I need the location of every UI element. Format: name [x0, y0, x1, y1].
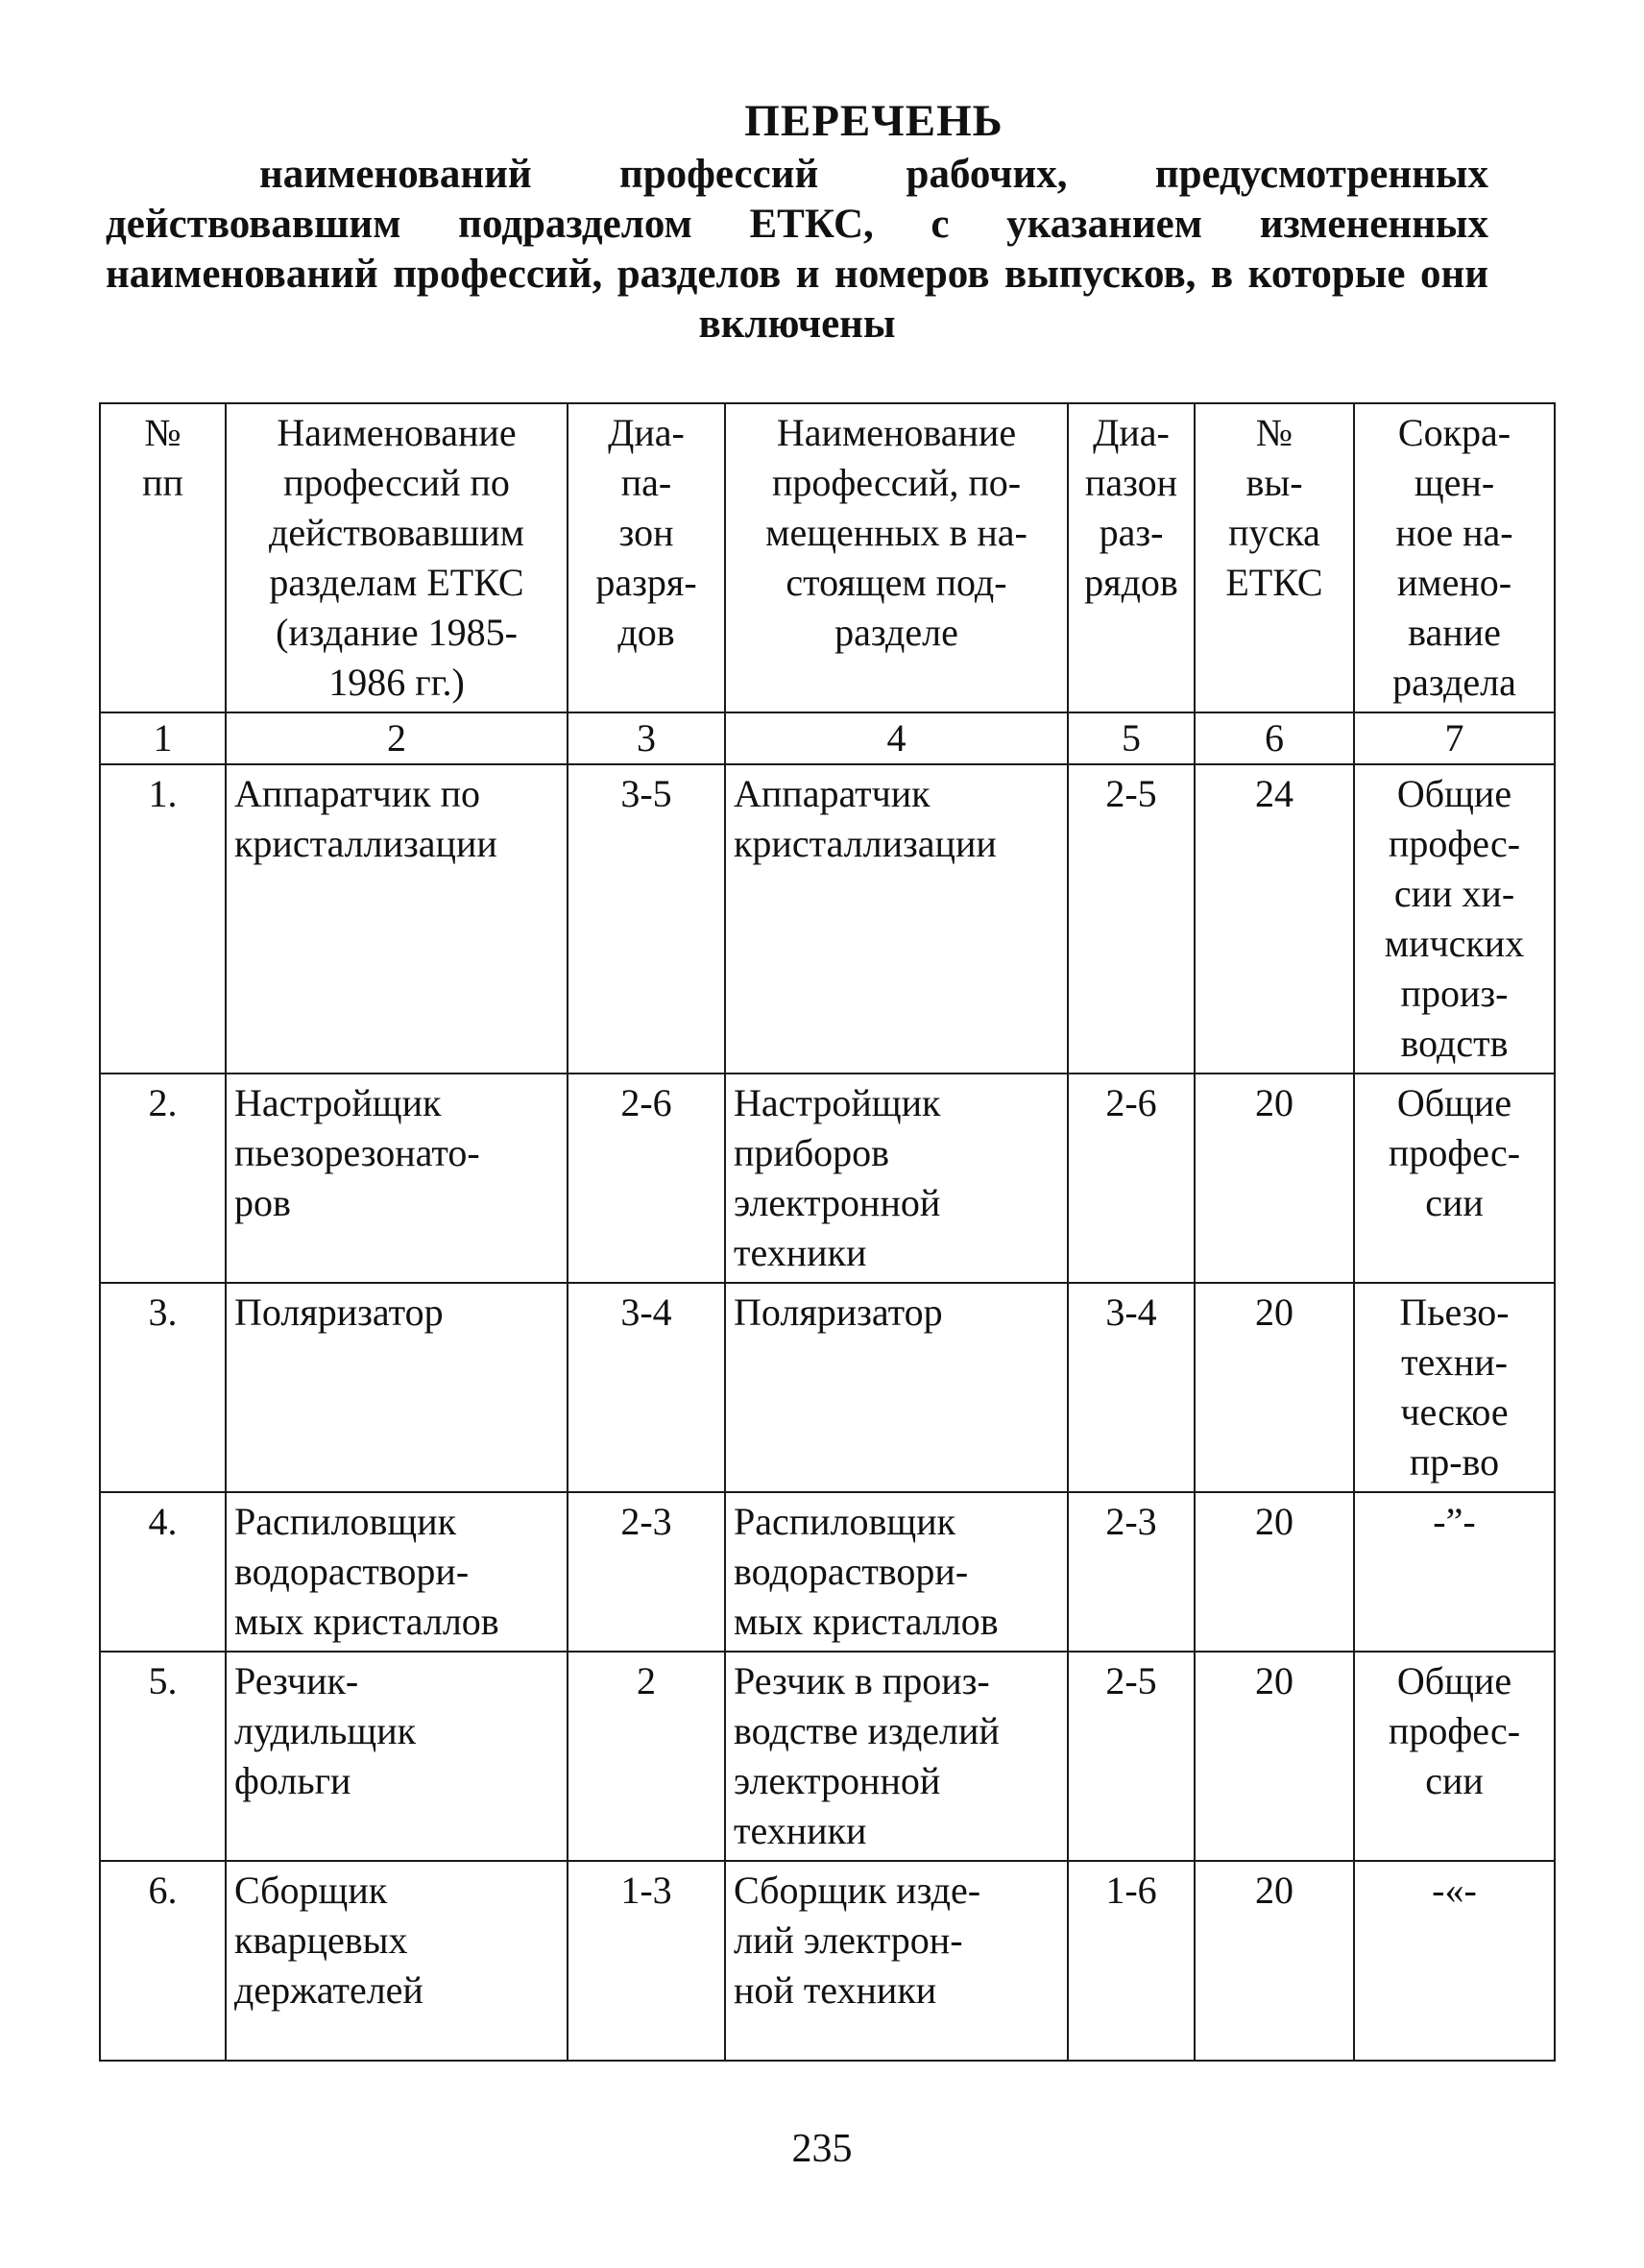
old-grade-range: 2-6 — [568, 1074, 725, 1283]
new-grade-range: 2-5 — [1068, 764, 1195, 1074]
row-number: 5. — [100, 1652, 226, 1861]
row-number: 1. — [100, 764, 226, 1074]
old-grade-range: 3-4 — [568, 1283, 725, 1492]
section-short-name: Общие профес- сии — [1354, 1652, 1555, 1861]
table-header-row — [100, 403, 1555, 712]
issue-number: 20 — [1195, 1492, 1354, 1652]
old-profession-name: Сборщик кварцевых держателей — [226, 1861, 568, 2061]
header-cell-old-range: Диа- па- зон разря- дов — [568, 403, 725, 712]
document-subtitle: наименований профессий рабочих, предусмотренных действовавшим подразделом ЕТКС, с указанием измененных наименований профессий, разделов и номеров выпусков, в которые они включены — [106, 152, 1488, 347]
column-number: 1 — [100, 712, 226, 764]
column-number-row — [100, 712, 1555, 764]
new-profession-name: Сборщик изде- лий электрон- ной техники — [725, 1861, 1068, 2061]
section-short-name: -”- — [1354, 1492, 1555, 1652]
table-row — [100, 1652, 1555, 1861]
row-number: 4. — [100, 1492, 226, 1652]
table-row — [100, 1861, 1555, 2061]
header-cell-num: № пп — [100, 403, 226, 712]
header-cell-new-name: Наименование профессий, по- мещенных в на- стоящем под- разделе — [725, 403, 1068, 712]
new-grade-range: 2-6 — [1068, 1074, 1195, 1283]
new-profession-name: Настройщик приборов электронной техники — [725, 1074, 1068, 1283]
old-grade-range: 2 — [568, 1652, 725, 1861]
row-number: 6. — [100, 1861, 226, 2061]
issue-number: 20 — [1195, 1283, 1354, 1492]
row-number: 2. — [100, 1074, 226, 1283]
header-cell-old-name: Наименование профессий по действовавшим разделам ЕТКС (издание 1985- 1986 гг.) — [226, 403, 568, 712]
section-short-name: Общие профес- сии хи- мичских произ- водств — [1354, 764, 1555, 1074]
new-profession-name: Распиловщик водораствори- мых кристаллов — [725, 1492, 1068, 1652]
header-cell-section: Сокра- щен- ное на- имено- вание раздела — [1354, 403, 1555, 712]
column-number: 4 — [725, 712, 1068, 764]
table-row — [100, 1492, 1555, 1652]
new-profession-name: Резчик в произ- водстве изделий электронной техники — [725, 1652, 1068, 1861]
column-number: 3 — [568, 712, 725, 764]
new-profession-name: Аппаратчик кристаллизации — [725, 764, 1068, 1074]
column-number: 7 — [1354, 712, 1555, 764]
document-title: ПЕРЕЧЕНЬ — [744, 96, 1003, 146]
issue-number: 20 — [1195, 1652, 1354, 1861]
new-grade-range: 2-5 — [1068, 1652, 1195, 1861]
old-grade-range: 2-3 — [568, 1492, 725, 1652]
column-number: 6 — [1195, 712, 1354, 764]
professions-table — [99, 402, 1556, 2062]
column-number: 2 — [226, 712, 568, 764]
table-row — [100, 1283, 1555, 1492]
table-row — [100, 764, 1555, 1074]
old-profession-name: Настройщик пьезорезонато- ров — [226, 1074, 568, 1283]
issue-number: 20 — [1195, 1074, 1354, 1283]
column-number: 5 — [1068, 712, 1195, 764]
new-grade-range: 1-6 — [1068, 1861, 1195, 2061]
new-grade-range: 3-4 — [1068, 1283, 1195, 1492]
document-heading — [106, 96, 1488, 350]
old-profession-name: Аппаратчик по кристаллизации — [226, 764, 568, 1074]
section-short-name: Пьезо- техни- ческое пр-во — [1354, 1283, 1555, 1492]
issue-number: 24 — [1195, 764, 1354, 1074]
old-profession-name: Резчик- лудильщик фольги — [226, 1652, 568, 1861]
page-number: 235 — [791, 2127, 853, 2171]
old-grade-range: 1-3 — [568, 1861, 725, 2061]
header-cell-issue: № вы- пуска ЕТКС — [1195, 403, 1354, 712]
old-profession-name: Поляризатор — [226, 1283, 568, 1492]
old-grade-range: 3-5 — [568, 764, 725, 1074]
header-cell-new-range: Диа- пазон раз- рядов — [1068, 403, 1195, 712]
issue-number: 20 — [1195, 1861, 1354, 2061]
table-row — [100, 1074, 1555, 1283]
section-short-name: -«- — [1354, 1861, 1555, 2061]
section-short-name: Общие профес- сии — [1354, 1074, 1555, 1283]
old-profession-name: Распиловщик водораствори- мых кристаллов — [226, 1492, 568, 1652]
new-grade-range: 2-3 — [1068, 1492, 1195, 1652]
new-profession-name: Поляризатор — [725, 1283, 1068, 1492]
row-number: 3. — [100, 1283, 226, 1492]
